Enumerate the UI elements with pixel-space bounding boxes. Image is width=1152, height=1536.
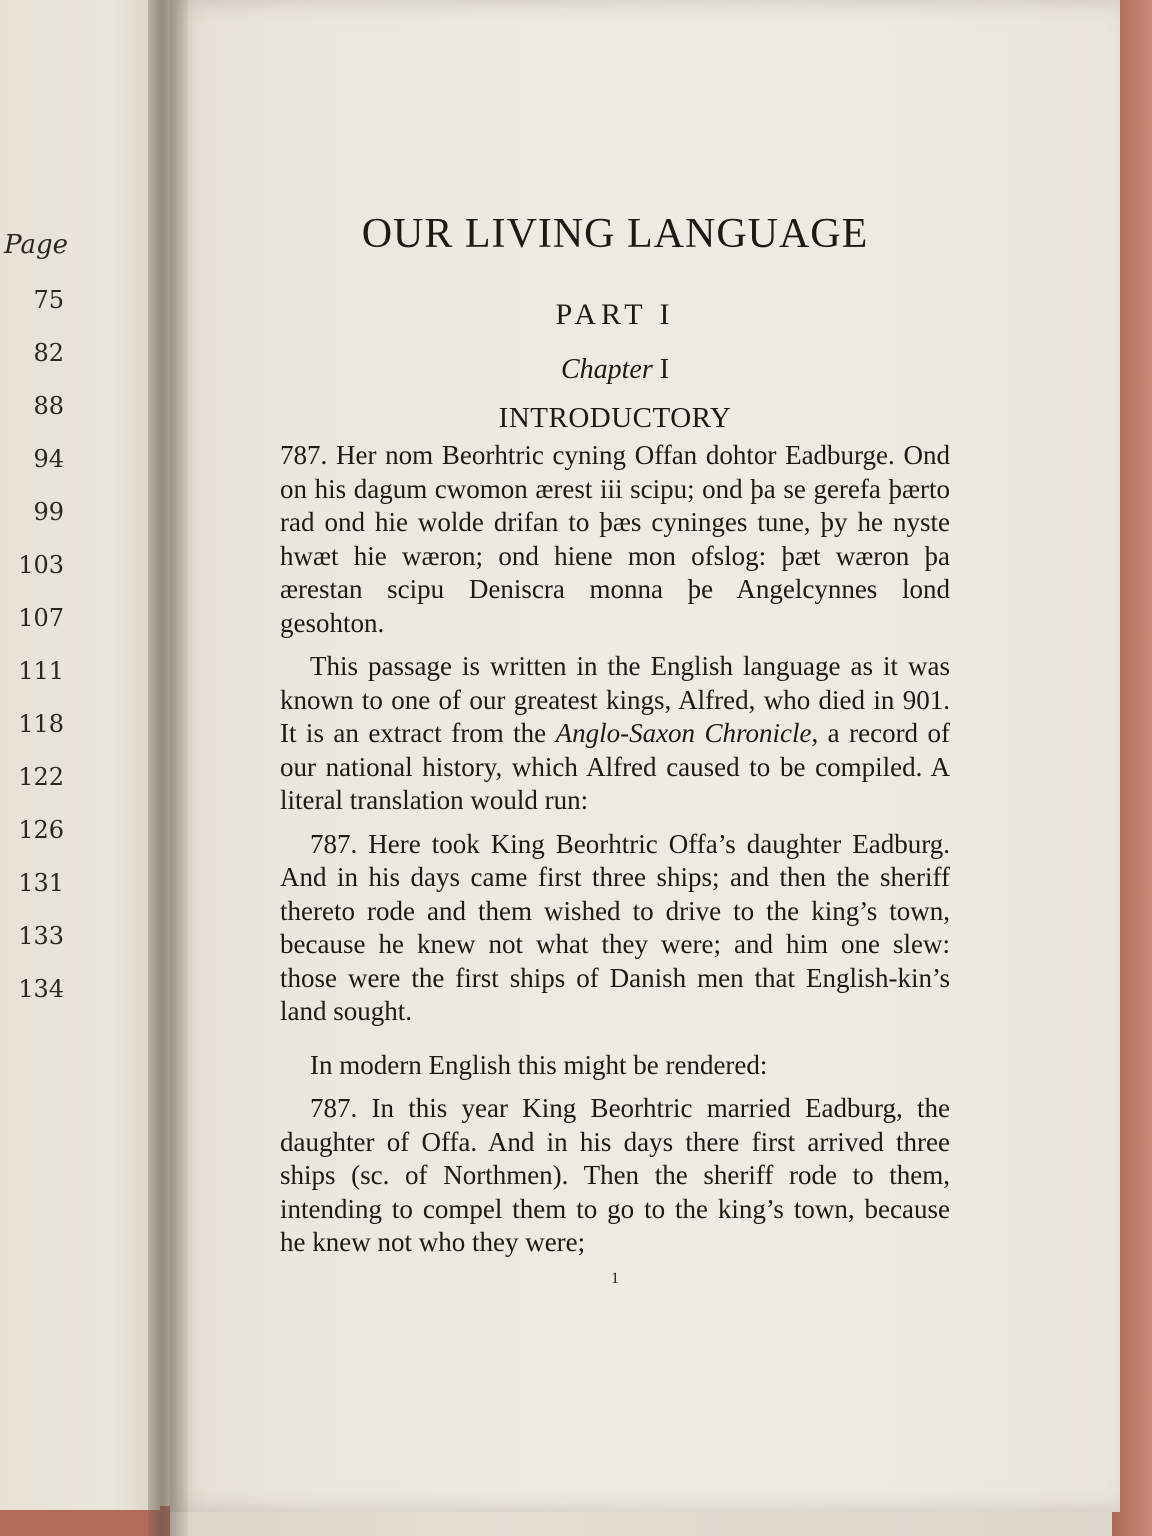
explanation-text-end: , a record of our national history, which Alfred caused to be compiled. A literal translation would run: xyxy=(280,718,950,815)
chronicle-title: Anglo-Saxon Chronicle xyxy=(555,718,812,748)
contents-page-number: 111 xyxy=(18,657,64,685)
contents-page-number: 94 xyxy=(33,445,64,473)
book-title: OUR LIVING LANGUAGE xyxy=(361,211,869,257)
page-folio: 1 xyxy=(611,1269,619,1287)
contents-page-number: 118 xyxy=(18,710,64,738)
part-heading: PART I xyxy=(555,298,675,331)
explanation-paragraph xyxy=(280,650,950,818)
left-page xyxy=(0,0,160,1510)
literal-translation: 787. Here took King Beorhtric Offa’s daughter Eadburg. And in his days came first three ships; and then the sheriff thereto rode and them wished to drive to the king’s town, because he knew not what they were; and him one slew: those were the first ships of Danish men that English-kin’s land sought. xyxy=(280,828,950,1026)
modern-rendering: 787. In this year King Beorhtric married Eadburg, the daughter of Offa. And in his days there first arrived three ships (sc. of Northmen). Then the sheriff rode to them, intending to compel them to go to the king’s town, because he knew not who they were; xyxy=(280,1093,950,1257)
contents-page-number: 75 xyxy=(33,286,64,314)
contents-page-number: 107 xyxy=(18,604,64,632)
contents-page-number: 134 xyxy=(18,975,64,1003)
contents-page-number: 133 xyxy=(18,922,64,950)
contents-page-number: 82 xyxy=(33,339,64,367)
contents-page-column xyxy=(0,230,70,1016)
contents-page-number: 88 xyxy=(33,392,64,420)
contents-page-number: 103 xyxy=(18,551,64,579)
old-english-passage: 787. Her nom Beorhtric cyning Offan dohtor Eadburge. Ond on his dagum cwomon ærest iii scipu; ond þa se gerefa þærto rad ond hie wolde drifan to þæs cyninges tune, þy he nyste hwæt hie wæron; ond hiene mon ofslog: þæt wæron þa ærestan scipu Deniscra monna þe Angelcynnes lond gesohton. xyxy=(280,440,950,638)
chapter-heading xyxy=(280,354,950,386)
contents-page-number: 122 xyxy=(18,763,64,791)
explanation-text-start: This passage is written in the English language as it was known to one of our greatest kings, Alfred, who died in 901. It is an extract from the xyxy=(280,651,950,748)
chapter-word: Chapter xyxy=(560,354,653,385)
contents-page-number: 126 xyxy=(18,816,64,844)
right-page xyxy=(170,0,1120,1512)
modern-intro: In modern English this might be rendered: xyxy=(310,1049,768,1080)
page-column-heading: Page xyxy=(4,230,68,260)
chapter-title: INTRODUCTORY xyxy=(498,402,732,434)
contents-page-number: 131 xyxy=(18,869,64,897)
book-gutter-shadow xyxy=(148,0,188,1536)
chapter-number: I xyxy=(659,354,670,385)
page-text-block xyxy=(280,210,950,1288)
book-cover-corner xyxy=(0,1506,170,1536)
contents-page-number: 99 xyxy=(33,498,64,526)
